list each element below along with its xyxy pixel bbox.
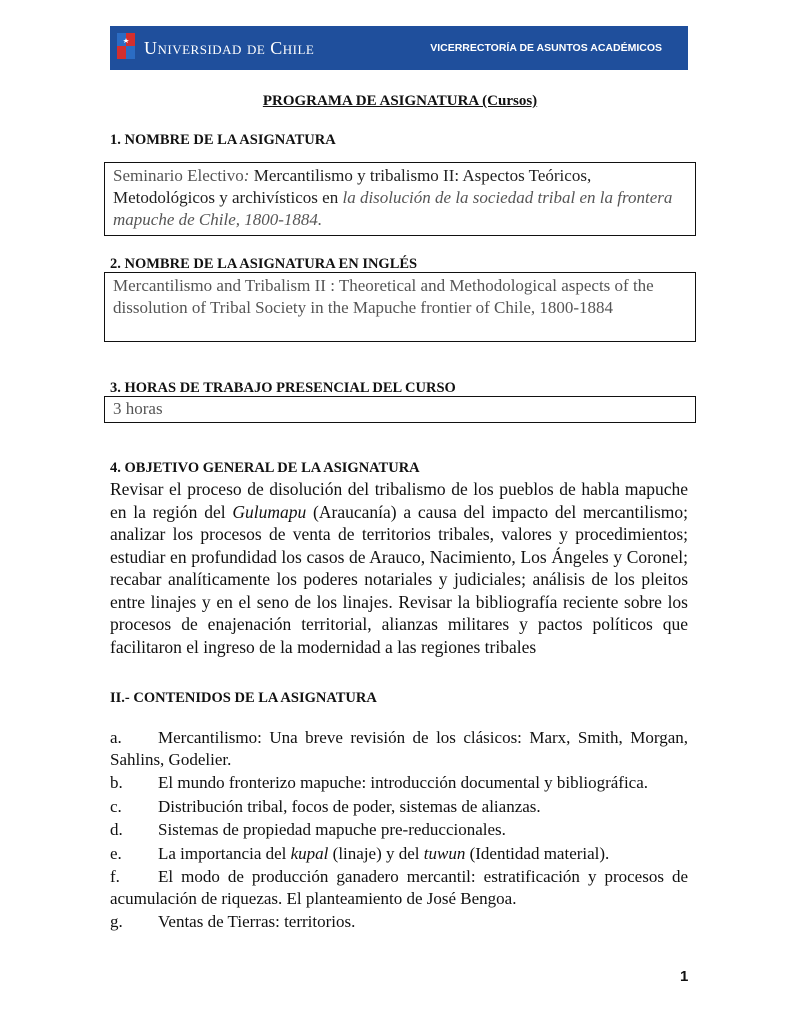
hours-box — [104, 396, 696, 423]
course-name-italic: la disolución de la sociedad tribal en la frontera mapuche de Chile, 1800-1884. — [113, 188, 673, 229]
general-objective-text — [110, 478, 688, 658]
list-item: a. Mercantilismo: Una breve revisión de los clásicos: Marx, Smith, Morgan, Sahlins, Godelier. — [110, 728, 688, 769]
course-type-colon: : — [243, 166, 254, 185]
course-name-english-box — [104, 272, 696, 342]
list-item: b. El mundo fronterizo mapuche: introducción documental y bibliográfica. — [110, 773, 649, 792]
course-name-english: Mercantilismo and Tribalism II : Theoretical and Methodological aspects of the dissolution of Tribal Society in the Mapuche frontier of Chile, 1800-1884 — [113, 276, 654, 317]
section1-heading: 1. NOMBRE DE LA ASIGNATURA — [110, 132, 336, 148]
university-name: Universidad de Chile — [144, 38, 315, 58]
list-item: f. El modo de producción ganadero mercantil: estratificación y procesos de acumulación de riquezas. El planteamiento de José Bengoa. — [110, 867, 688, 908]
list-item: d. Sistemas de propiedad mapuche pre-reduccionales. — [110, 820, 506, 839]
section3-heading: 3. HORAS DE TRABAJO PRESENCIAL DEL CURSO — [110, 380, 456, 396]
section4-heading: 4. OBJETIVO GENERAL DE LA ASIGNATURA — [110, 460, 420, 476]
header-banner — [110, 26, 688, 70]
objective-part-a: Revisar el proceso de disolución del tribalismo de los pueblos de habla mapuche en la región del — [110, 479, 688, 522]
contents-list — [110, 727, 688, 935]
course-type: Seminario Electivo — [113, 166, 244, 185]
course-name-box — [104, 162, 696, 236]
page-number: 1 — [680, 968, 689, 985]
office-name: VICERRECTORÍA DE ASUNTOS ACADÉMICOS — [430, 42, 662, 54]
list-item: e. La importancia del kupal (linaje) y del tuwun (Identidad material). — [110, 843, 610, 863]
section2-heading: 2. NOMBRE DE LA ASIGNATURA EN INGLÉS — [110, 256, 418, 272]
course-name-main: Mercantilismo y tribalismo II: Aspectos Teóricos, Metodológicos y archivísticos en — [113, 166, 592, 207]
section5-heading: II.- CONTENIDOS DE LA ASIGNATURA — [110, 690, 377, 706]
list-item: g. Ventas de Tierras: territorios. — [110, 912, 356, 931]
university-crest-icon — [116, 32, 136, 62]
objective-part-c: (Araucanía) a causa del impacto del mercantilismo; analizar los procesos de venta de territorios tribales, valores y procedimientos; estudiar en profundidad los casos de Arauco, Nacimiento, Los Ángeles y Coronel; recabar analíticamente los poderes notariales y judiciales; análisis de los pleitos entre linajes y en el seno de los linajes. Revisar la bibliografía reciente sobre los procesos de enajenación territorial, alianzas militares y pactos políticos que facilitaron el ingreso de la modernidad a las regiones tribales — [110, 501, 688, 657]
hours-value: 3 horas — [113, 399, 163, 418]
objective-term-gulumapu: Gulumapu — [232, 501, 307, 522]
list-item: c. Distribución tribal, focos de poder, sistemas de alianzas. — [110, 796, 541, 816]
document-title: PROGRAMA DE ASIGNATURA (Cursos) — [262, 93, 538, 109]
